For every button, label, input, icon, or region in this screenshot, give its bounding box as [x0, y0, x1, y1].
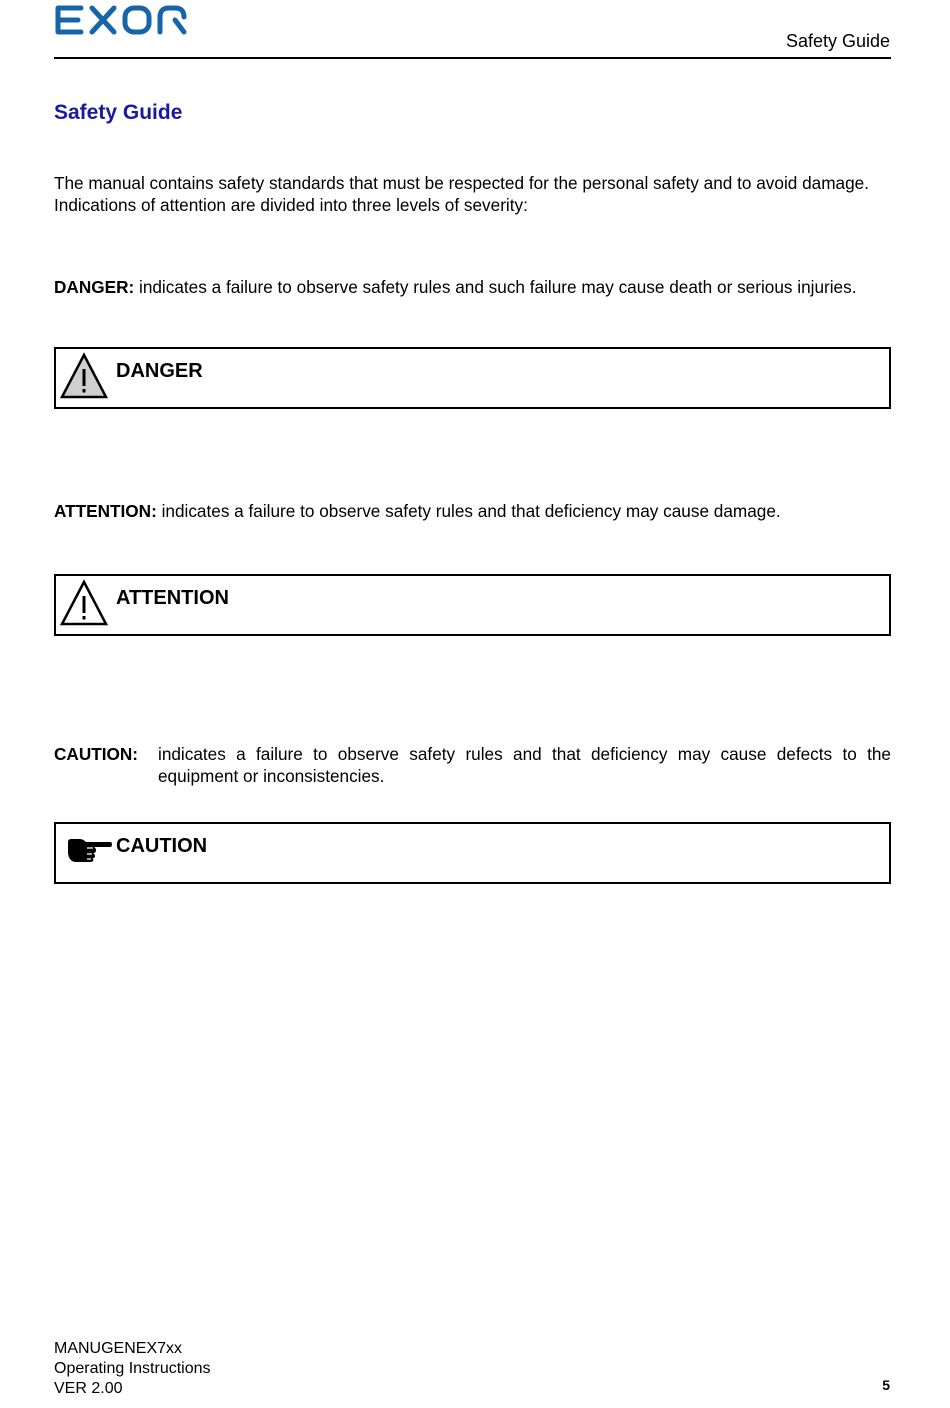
exor-logo: [54, 4, 188, 36]
intro-line-2: Indications of attention are divided into three levels of severity:: [54, 195, 528, 215]
warning-triangle-filled-icon: [60, 352, 108, 400]
warning-triangle-outline-icon: [60, 579, 108, 627]
footer-document-info: [54, 1339, 211, 1399]
caution-box: [54, 822, 891, 884]
attention-definition: [54, 500, 781, 522]
pointing-hand-icon: [66, 834, 112, 862]
caution-term: CAUTION:: [54, 744, 139, 764]
caution-definition: [54, 743, 891, 787]
running-header-title: Safety Guide: [785, 31, 890, 51]
attention-description: indicates a failure to observe safety rules and that deficiency may cause damage.: [156, 501, 781, 521]
caution-description-line-1: indicates a failure to observe safety rules and that deficiency may cause defects to the: [158, 744, 891, 764]
header-rule: [54, 57, 891, 59]
page-number: 5: [882, 1377, 890, 1393]
caution-description-line-2: equipment or inconsistencies.: [158, 766, 385, 786]
danger-definition: [54, 276, 856, 298]
intro-paragraph: [54, 172, 894, 216]
danger-description: indicates a failure to observe safety rules and such failure may cause death or serious injuries.: [134, 277, 857, 297]
attention-box: [54, 574, 891, 636]
page-title: Safety Guide: [54, 101, 183, 124]
danger-box: [54, 347, 891, 409]
attention-term: ATTENTION:: [54, 501, 157, 521]
danger-term: DANGER:: [54, 277, 135, 297]
caution-description: [158, 743, 891, 787]
footer-version: VER 2.00: [54, 1380, 123, 1397]
intro-line-1: The manual contains safety standards that must be respected for the personal safety and to avoid damage.: [54, 173, 869, 193]
caution-box-label: CAUTION: [116, 835, 208, 857]
footer-document-code: MANUGENEX7xx: [54, 1340, 183, 1357]
danger-box-label: DANGER: [116, 360, 203, 382]
footer-document-type: Operating Instructions: [54, 1360, 211, 1377]
attention-box-label: ATTENTION: [116, 587, 229, 609]
